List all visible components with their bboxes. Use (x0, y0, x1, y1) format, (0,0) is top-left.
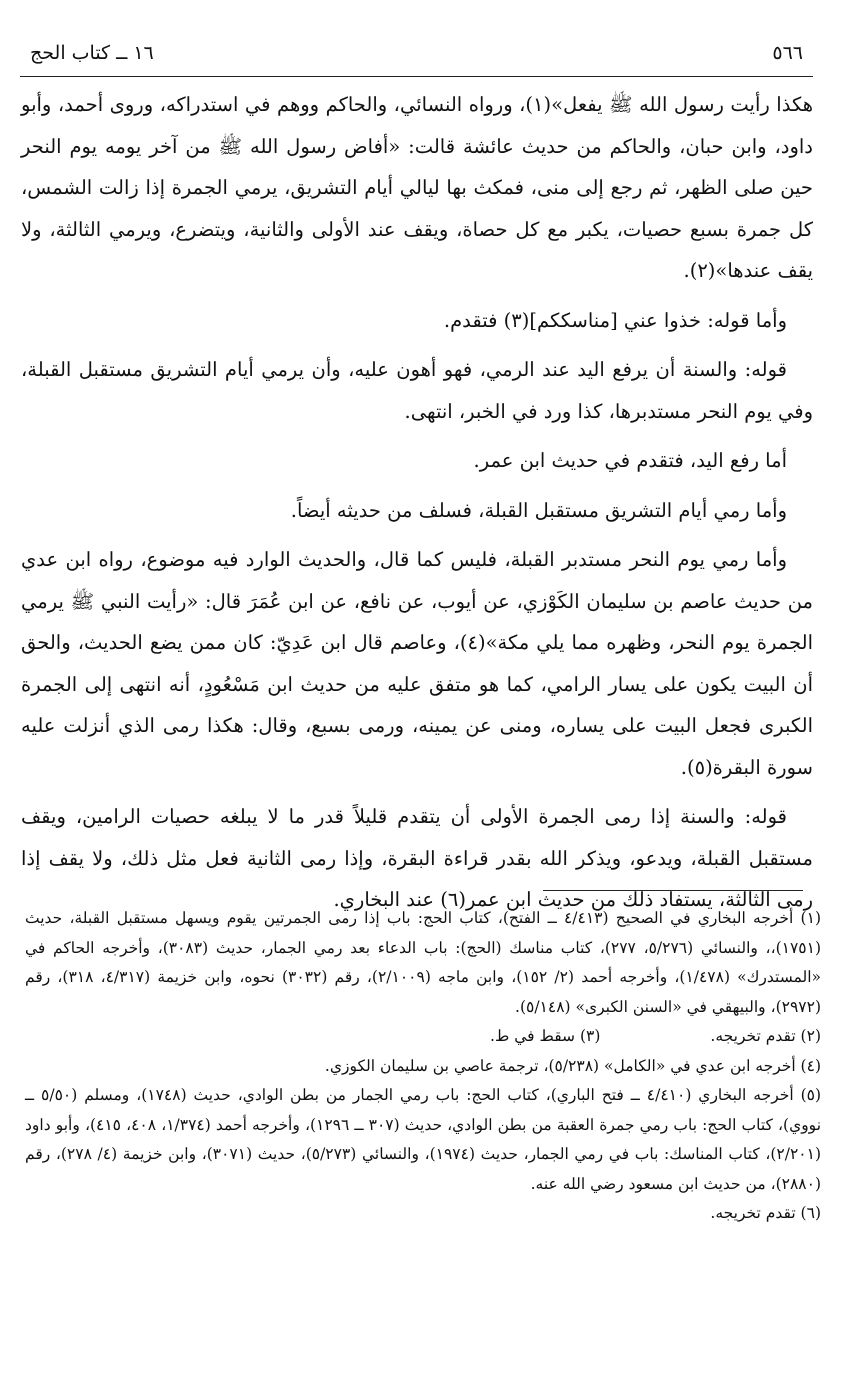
paragraph: وأما رمي أيام التشريق مستقبل القبلة، فسلف من حديثه أيضاً. (290, 498, 787, 522)
paragraph: هكذا رأيت رسول الله ﷺ يفعل»(١)، ورواه النسائي، والحاكم ووهم في استدراكه، وروى أحمد، وأبو داود، وابن حبان، والحاكم من حديث عائشة قالت: «أفاض رسول الله ﷺ من آخر يومه يوم النحر حين صلى الظهر، ثم رجع إلى منى، فمكث بها ليالي أيام التشريق، يرمي الجمرة إذا زالت الشمس، كل جمرة بسبع حصيات، يكبر مع كل حصاة، ويقف عند الأولى والثانية، ويتضرع، ويرمي الثالثة، ولا يقف عندها»(٢). (21, 93, 814, 282)
page-number: ٥٦٦ (772, 42, 803, 64)
running-header (20, 36, 813, 77)
footnote: (٢) تقدم تخريجه. (710, 1027, 821, 1045)
footnote-pair (25, 1022, 821, 1052)
footnote-divider (543, 890, 803, 891)
paragraph: وأما رمي يوم النحر مستدبر القبلة، فليس كما قال، والحديث الوارد فيه موضوع، رواه ابن عدي من حديث عاصم بن سليمان الكَوْزي، عن أيوب، عن نافع، عن ابن عُمَرَ قال: «رأيت النبي ﷺ يرمي الجمرة يوم النحر، وظهره مما يلي مكة»(٤)، وعاصم قال ابن عَدِيّ: كان ممن يضع الحديث، والحق أن البيت يكون على يسار الرامي، كما هو متفق عليه من حديث ابن مَسْعُودٍ، أنه انتهى إلى الجمرة الكبرى فجعل البيت على يساره، ومنى عن يمينه، ورمى بسبع، وقال: هكذا رمى الذي أنزلت عليه سورة البقرة(٥). (21, 548, 814, 779)
footnote: (٣) سقط في ط. (490, 1027, 601, 1045)
main-text (21, 84, 813, 921)
footnote: (٥) أخرجه البخاري (٤/٤١٠ ــ فتح الباري)، كتاب الحج: باب رمي الجمار من بطن الوادي، حديث (١٧٤٨)، ومسلم (٥/٥٠ ــ نووي)، كتاب الحج: باب رمي جمرة العقبة من بطن الوادي، حديث (٣٠٧ ــ ١٢٩٦)، وأخرجه أحمد (١/٣٧٤، ٤٠٨، ٤١٥)، وأبو داود (٢/٢٠١)، كتاب المناسك: باب في رمي الجمار، حديث (١٩٧٤)، والنسائي (٥/٢٧٣)، حديث (٣٠٧١)، وابن خزيمة (٤/ ٢٧٨)، رقم (٢٨٨٠)، من حديث ابن مسعود رضي الله عنه. (25, 1086, 822, 1193)
paragraph: وأما قوله: خذوا عني [مناسككم](٣) فتقدم. (443, 308, 787, 332)
footnotes (25, 904, 821, 1229)
footnote: (١) أخرجه البخاري في الصحيح (٤/٤١٣ ــ الفتح)، كتاب الحج: باب إذا رمى الجمرتين يقوم ويسهل مستقبل القبلة، حديث (١٧٥١)،، والنسائي (٥/٢٧٦، ٢٧٧)، كتاب مناسك (الحج): باب الدعاء بعد رمي الجمار، حديث (٣٠٨٣)، وأخرجه الحاكم في «المستدرك» (١/٤٧٨)، وأخرجه أحمد (٢/ ١٥٢)، وابن ماجه (٢/١٠٠٩)، رقم (٣٠٣٢) نحوه، وابن خزيمة (٤/٣١٧، ٣١٨)، رقم (٢٩٧٢)، والبيهقي في «السنن الكبرى» (٥/١٤٨). (25, 909, 822, 1016)
paragraph: قوله: والسنة أن يرفع اليد عند الرمي، فهو أهون عليه، وأن يرمي أيام التشريق مستقبل القبلة، وفي يوم النحر مستدبرها، كذا ورد في الخبر، انتهى. (21, 358, 813, 423)
chapter-title: ١٦ ــ كتاب الحج (30, 42, 154, 64)
paragraph: أما رفع اليد، فتقدم في حديث ابن عمر. (473, 449, 787, 472)
paragraph: قوله: والسنة إذا رمى الجمرة الأولى أن يتقدم قليلاً قدر ما لا يبلغه حصيات الرامين، ويقف مستقبل القبلة، ويدعو، ويذكر الله بقدر قراءة البقرة، وإذا رمى الثانية فعل مثل ذلك، ولا يقف إذا رمى الثالثة، يستفاد ذلك من حديث ابن عمر(٦) عند البخاري. (21, 805, 813, 911)
footnote: (٦) تقدم تخريجه. (710, 1204, 821, 1222)
footnote: (٤) أخرجه ابن عدي في «الكامل» (٥/٢٣٨)، ترجمة عاصي بن سليمان الكوزي. (324, 1056, 821, 1075)
